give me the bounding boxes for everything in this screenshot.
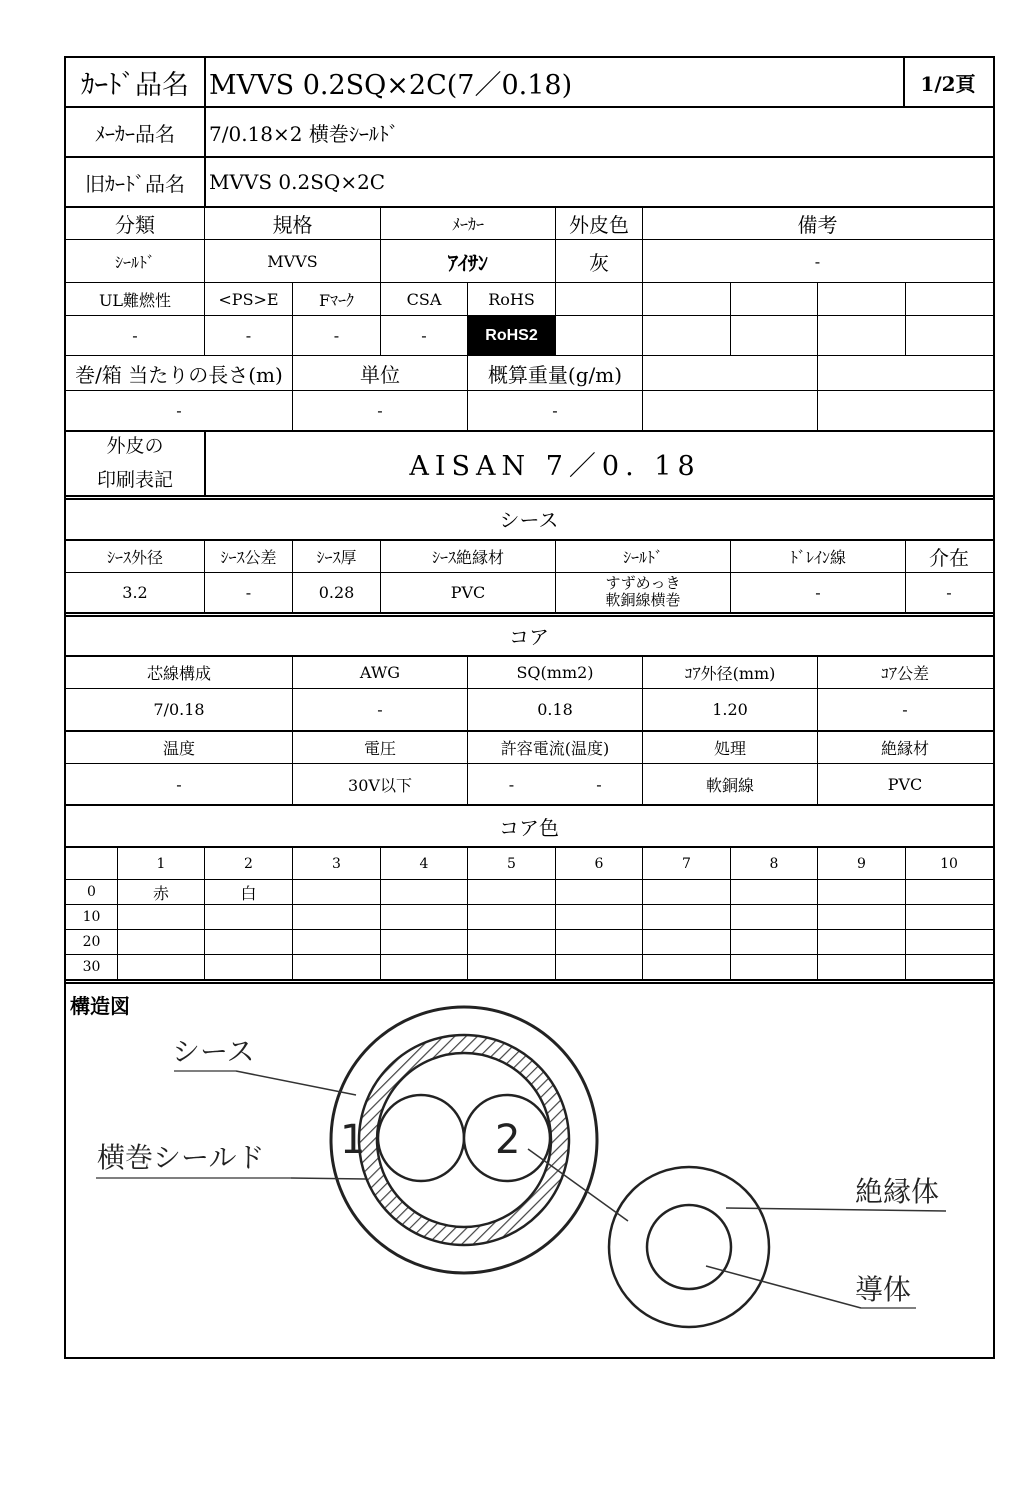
grid-line [64,498,993,500]
grid-line [467,846,468,979]
core-od-value: 1.20 [712,700,748,719]
color-col-5: 5 [507,855,516,872]
length-header: 巻/箱 当たりの長さ(m) [75,362,283,387]
treat-value: 軟銅線 [705,775,754,795]
old-card-value: MVVS 0.2SQ×2C [209,170,386,194]
print-label [66,431,204,495]
grid-line [292,539,293,612]
shield-leader [291,1178,366,1179]
core-ins-header: 絶縁材 [880,738,929,758]
drain-header: ﾄﾞﾚｲﾝ線 [789,548,846,567]
color-row-20: 20 [82,934,101,950]
core-struct-value: 7/0.18 [153,700,205,719]
maker-part-label: ﾒｰｶｰ品名 [95,121,175,146]
grid-line [64,1357,994,1359]
grid-line [64,390,993,391]
shield-label: 横巻シールド [97,1141,265,1174]
grid-line [64,615,993,617]
treat-header: 処理 [713,738,746,758]
current-value-b: - [596,774,602,794]
grid-line [817,846,818,979]
current-value-a: - [508,774,515,794]
card-name-value: MVVS 0.2SQ×2C(7／0.18) [209,69,573,101]
volt-value: 30V以下 [348,775,412,795]
grid-line [64,612,993,614]
sheath-title: シース [499,507,559,532]
temp-header: 温度 [162,738,195,758]
color-col-8: 8 [769,855,779,872]
maker-value: ｱｲｻﾝ [448,250,488,275]
grid-line [204,539,205,612]
filler-value: - [946,582,952,602]
grid-line [292,282,293,430]
class-value: ｼｰﾙﾄﾞ [114,252,155,272]
temp-value: - [176,774,182,794]
grid-line [817,282,818,430]
grid-line [555,846,556,979]
csa-value: - [421,326,427,345]
sheath-label: シース [172,1035,255,1068]
shield-value [556,573,730,611]
color-row-10: 10 [82,909,101,925]
sheath-thick-value: 0.28 [318,582,355,602]
color-col-3: 3 [332,855,341,872]
grid-line [817,655,818,804]
grid-line [204,56,206,206]
grid-line [905,282,906,355]
ul-value: - [132,326,138,345]
grid-line [64,982,993,984]
fmark-value: - [333,326,340,345]
sheath-thick-header: ｼｰｽ厚 [316,548,357,567]
grid-line [903,56,905,106]
color-col-9: 9 [857,855,866,872]
color-value: 灰 [589,250,609,275]
grid-line [467,282,468,430]
card-name-label: ｶｰﾄﾞ品名 [81,69,189,101]
core-od-header: ｺｱ外径(mm) [684,664,776,683]
print-label-line2: 印刷表記 [96,469,173,491]
core-color-2: 白 [240,883,257,903]
grid-line [642,655,643,804]
core-tol-header: ｺｱ公差 [880,664,929,683]
sheath-od-value: 3.2 [122,582,148,602]
rohs-header: RoHS [488,289,535,309]
volt-header: 電圧 [363,738,396,758]
maker-header: ﾒｰｶｰ [451,214,484,234]
csa-header: CSA [406,289,442,309]
core-2-number: 2 [495,1117,521,1163]
color-header: 外皮色 [569,212,629,237]
fmark-header: Fﾏｰｸ [318,290,355,310]
color-col-6: 6 [594,855,604,872]
core-struct-header: 芯線構成 [146,664,211,683]
grid-line [64,979,993,981]
core-1-number: 1 [340,1117,366,1163]
grid-line [642,846,643,979]
grid-line [380,846,381,979]
print-label-line1: 外皮の [106,435,164,457]
shield-header: ｼｰﾙﾄﾞ [622,548,663,567]
unit-value: - [377,400,383,420]
sq-header: SQ(mm2) [516,663,594,682]
insulator-label: 絶縁体 [855,1175,940,1208]
pse-header: <PS>E [218,289,279,309]
grid-line [642,206,643,430]
diagram-title: 構造図 [70,994,130,1018]
color-col-2: 2 [244,855,253,872]
conductor-circle [647,1205,731,1289]
grid-line [64,763,993,764]
length-value: - [176,400,182,420]
core-color-1: 赤 [152,883,169,903]
color-col-4: 4 [419,855,429,872]
color-row-30: 30 [82,959,101,975]
grid-line [64,495,993,497]
weight-header: 概算重量(g/m) [487,362,623,387]
core-title: コア [509,624,549,649]
current-header: 許容電流(温度) [500,738,610,758]
color-col-10: 10 [940,855,958,872]
grid-line [292,655,293,804]
sheath-tol-value: - [245,582,252,602]
rohs-badge: RoHS2 [468,316,555,355]
sheath-od-header: ｼｰｽ外径 [106,548,163,567]
weight-value: - [552,400,558,420]
color-col-7: 7 [682,855,691,872]
core-1-circle [378,1095,464,1181]
core-ins-value: PVC [887,774,923,794]
grid-line [117,846,118,979]
awg-value: - [377,700,383,719]
grid-line [64,730,993,732]
drain-value: - [815,582,821,602]
grid-line [555,539,556,612]
standard-value: MVVS [267,251,318,271]
class-header: 分類 [115,212,155,237]
grid-line [64,56,66,1359]
sheath-tol-header: ｼｰｽ公差 [220,548,277,567]
ul-header: UL難燃性 [98,290,172,310]
color-row-0: 0 [87,884,96,900]
grid-line [555,206,556,355]
core-tol-value: - [902,700,908,719]
grid-line [993,56,995,1359]
grid-line [467,655,468,804]
grid-line [730,846,731,979]
sheath-leader [236,1071,356,1095]
shield-value-line1: すずめっき [605,574,681,592]
shield-value-line2: 軟銅線横巻 [605,591,681,609]
sq-value: 0.18 [537,700,573,719]
grid-line [380,206,381,282]
maker-part-value: 7/0.18×2 横巻ｼｰﾙﾄﾞ [209,121,399,146]
standard-header: 規格 [272,212,313,237]
sheath-ins-header: ｼｰｽ絶縁材 [431,548,504,567]
filler-header: 介在 [929,546,969,570]
unit-header: 単位 [360,362,400,387]
grid-line [64,804,993,806]
color-col-1: 1 [156,855,166,872]
sheath-ins-value: PVC [450,582,486,602]
grid-line [730,282,731,355]
grid-line [905,846,906,979]
grid-line [204,206,205,355]
grid-line [905,539,906,612]
notes-value: - [814,251,821,271]
grid-line [64,655,993,657]
old-card-label: 旧ｶｰﾄﾞ品名 [85,171,185,196]
page-number: 1/2頁 [920,71,976,96]
grid-line [204,846,205,979]
core-color-title: コア色 [499,815,559,840]
notes-header: 備考 [797,212,838,237]
awg-header: AWG [359,663,401,682]
conductor-label: 導体 [855,1273,912,1306]
grid-line [380,539,381,612]
grid-line [380,282,381,355]
grid-line [64,688,993,689]
pse-value: - [245,326,252,345]
grid-line [292,846,293,979]
grid-line [64,355,993,356]
grid-line [204,430,206,495]
grid-line [730,539,731,612]
print-value: AISAN 7／0. 18 [409,450,701,482]
